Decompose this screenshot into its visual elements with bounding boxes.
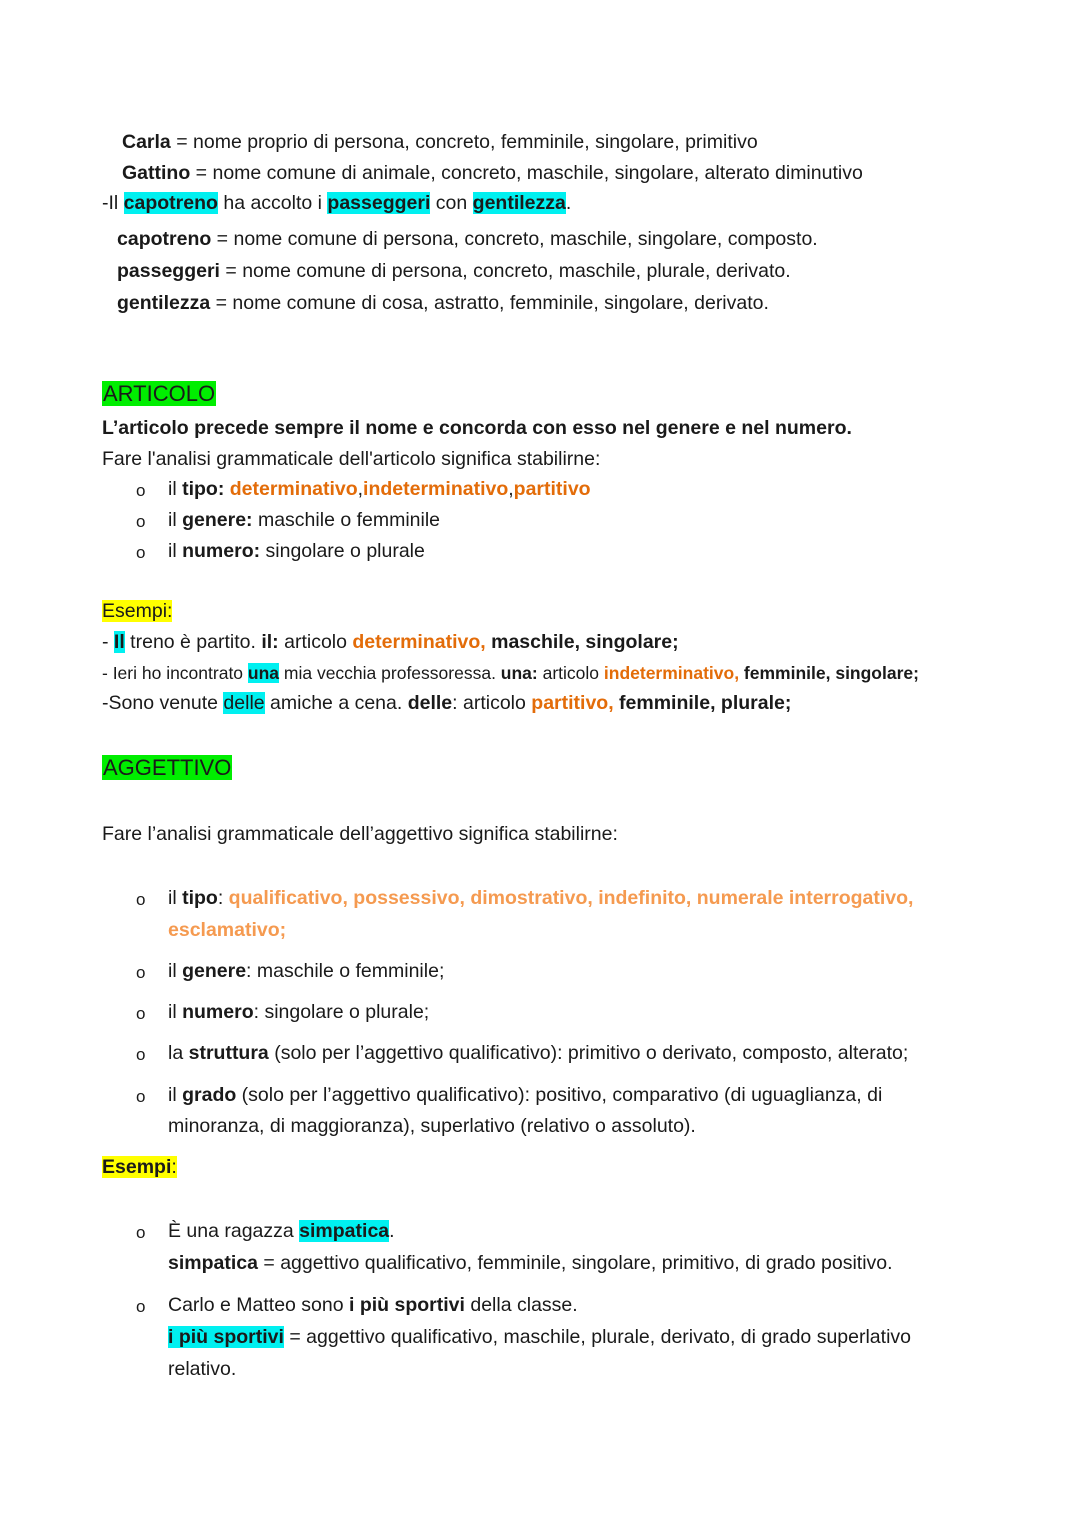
aggettivo-numero: il numero: singolare o plurale; — [168, 1001, 430, 1023]
aggettivo-example-2: Carlo e Matteo sono i più sportivi della classe. — [168, 1294, 578, 1316]
aggettivo-esempi-label: Esempi: — [102, 1156, 177, 1178]
aggettivo-intro: Fare l’analisi grammaticale dell’aggettivo significa stabilirne: — [102, 823, 618, 845]
example-gattino — [122, 162, 863, 185]
definition: = nome proprio di persona, concreto, femminile, singolare, primitivo — [170, 131, 758, 153]
articolo-example-3: -Sono venute delle amiche a cena. delle: articolo partitivo, femminile, plurale; — [102, 692, 792, 714]
bullet-icon: o — [136, 512, 146, 531]
bullet-icon: o — [136, 1223, 146, 1242]
example-sentence: -Il capotreno ha accolto i passeggeri con gentilezza. — [102, 192, 572, 214]
aggettivo-tipo-cont: esclamativo; — [168, 919, 287, 941]
aggettivo-grado: il grado (solo per l’aggettivo qualificativo): positivo, comparativo (di uguaglianza, di — [168, 1084, 883, 1106]
aggettivo-example-1-def: simpatica = aggettivo qualificativo, femminile, singolare, primitivo, di grado positivo. — [168, 1252, 893, 1274]
articolo-example-2: - Ieri ho incontrato una mia vecchia professoressa. una: articolo indeterminativo, femminile, singolare; — [102, 663, 919, 683]
term: Carla — [122, 131, 171, 153]
bullet-icon: o — [136, 481, 146, 500]
def-passeggeri: passeggeri = nome comune di persona, concreto, maschile, plurale, derivato. — [117, 260, 791, 282]
articolo-example-1: - Il treno è partito. il: articolo determinativo, maschile, singolare; — [102, 631, 679, 653]
articolo-genere: il genere: maschile o femminile — [168, 509, 441, 531]
aggettivo-struttura: la struttura (solo per l’aggettivo qualificativo): primitivo o derivato, composto, alterato; — [168, 1042, 909, 1064]
aggettivo-heading: AGGETTIVO — [103, 755, 232, 780]
bullet-icon: o — [136, 1004, 146, 1023]
bullet-icon: o — [136, 890, 146, 909]
bullet-icon: o — [136, 963, 146, 982]
def-capotreno: capotreno = nome comune di persona, concreto, maschile, singolare, composto. — [117, 228, 818, 250]
aggettivo-example-2-def-cont: relativo. — [168, 1358, 237, 1380]
example-carla — [122, 131, 758, 154]
aggettivo-example-1: È una ragazza simpatica. — [168, 1220, 395, 1242]
articolo-tipo: il tipo: determinativo,indeterminativo,partitivo — [168, 478, 591, 500]
articolo-heading: ARTICOLO — [103, 381, 216, 406]
articolo-rule: L’articolo precede sempre il nome e concorda con esso nel genere e nel numero. — [102, 417, 852, 439]
articolo-intro: Fare l'analisi grammaticale dell'articolo significa stabilirne: — [102, 448, 601, 470]
bullet-icon: o — [136, 1045, 146, 1064]
bullet-icon: o — [136, 1297, 146, 1316]
definition: = nome comune di animale, concreto, maschile, singolare, alterato diminutivo — [190, 162, 863, 184]
term: Gattino — [122, 162, 191, 184]
highlight-word: passeggeri — [327, 192, 431, 214]
def-gentilezza: gentilezza = nome comune di cosa, astratto, femminile, singolare, derivato. — [117, 292, 769, 314]
aggettivo-example-2-def: i più sportivi = aggettivo qualificativo, maschile, plurale, derivato, di grado superlativo — [168, 1326, 911, 1348]
aggettivo-tipo: il tipo: qualificativo, possessivo, dimostrativo, indefinito, numerale interrogativo, — [168, 887, 914, 909]
articolo-numero: il numero: singolare o plurale — [168, 540, 425, 562]
articolo-esempi-label: Esempi: — [102, 600, 173, 622]
aggettivo-genere: il genere: maschile o femminile; — [168, 960, 445, 982]
highlight-word: capotreno — [123, 192, 218, 214]
highlight-word: gentilezza — [472, 192, 566, 214]
bullet-icon: o — [136, 1087, 146, 1106]
aggettivo-grado-cont: minoranza, di maggioranza), superlativo (relativo o assoluto). — [168, 1115, 696, 1137]
bullet-icon: o — [136, 543, 146, 562]
